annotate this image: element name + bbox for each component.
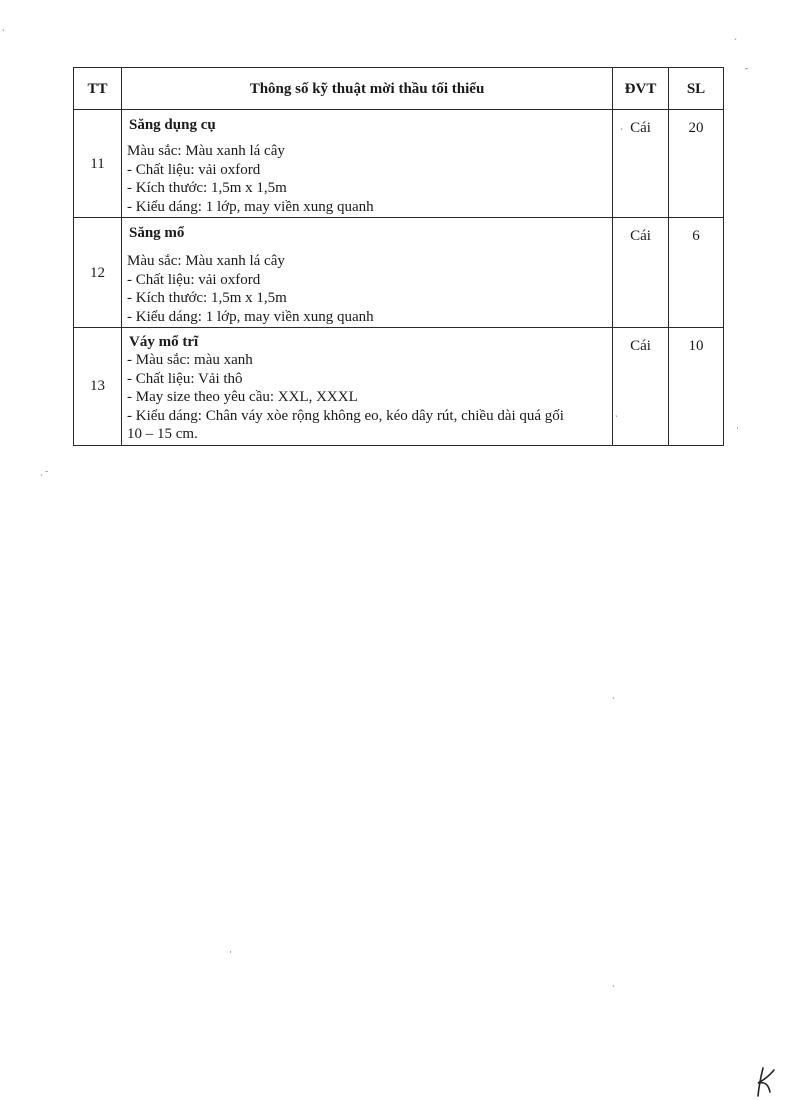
scan-speck: · <box>229 947 232 957</box>
header-qty: SL <box>669 68 724 110</box>
spec-line: - Kiểu dáng: 1 lớp, may viền xung quanh <box>127 308 374 325</box>
header-unit: ĐVT <box>613 68 669 110</box>
quantity-cell: 10 <box>669 328 724 446</box>
item-name: Váy mổ trĩ <box>129 334 199 350</box>
table-row <box>74 110 724 218</box>
unit-cell: Cái <box>613 328 669 446</box>
item-name: Săng mổ <box>129 225 185 241</box>
header-spec: Thông số kỹ thuật mời thầu tối thiểu <box>122 68 613 110</box>
unit-cell: Cái <box>613 218 669 328</box>
spec-line: - Chất liệu: vải oxford <box>127 161 261 178</box>
table-row <box>74 328 724 446</box>
spec-line: - Kiểu dáng: 1 lớp, may viền xung quanh <box>127 198 374 215</box>
scan-speck: ˴ ˉ <box>40 469 49 479</box>
specification-table <box>73 67 724 446</box>
spec-line: - Kiểu dáng: Chân váy xòe rộng không eo, kéo dây rút, chiều dài quá gối 10 – 15 cm. <box>127 407 564 442</box>
quantity-cell: 6 <box>669 218 724 328</box>
spec-line: - Kích thước: 1,5m x 1,5m <box>127 290 287 306</box>
spec-line: Màu sắc: Màu xanh lá cây <box>127 253 285 269</box>
spec-line: - Kích thước: 1,5m x 1,5m <box>127 180 287 196</box>
scan-speck: ˏ <box>612 977 615 987</box>
header-tt: TT <box>74 68 122 110</box>
table-row <box>74 218 724 328</box>
item-name: Săng dụng cụ <box>129 117 216 133</box>
scan-speck: ˏ <box>615 407 618 417</box>
quantity-cell: 20 <box>669 110 724 218</box>
spec-line: - Chất liệu: vải oxford <box>127 271 261 288</box>
spec-cell <box>122 110 613 218</box>
row-number: 12 <box>74 218 122 328</box>
spec-line: - Chất liệu: Vải thô <box>127 370 243 387</box>
initials-signature-icon <box>752 1062 782 1098</box>
scan-speck: · <box>736 423 739 433</box>
spec-cell <box>122 218 613 328</box>
row-number: 11 <box>74 110 122 218</box>
spec-line: - May size theo yêu cầu: XXL, XXXL <box>127 389 358 405</box>
spec-cell <box>122 328 613 446</box>
table-header-row <box>74 68 724 110</box>
scan-speck: ˊ <box>620 127 623 137</box>
scan-speck: - <box>745 63 748 73</box>
spec-line: - Màu sắc: màu xanh <box>127 352 253 368</box>
scan-speck: ˊ <box>734 37 737 47</box>
scan-speck: ˏ <box>612 689 615 699</box>
unit-cell: Cái <box>613 110 669 218</box>
scan-speck: ˎ <box>2 21 5 31</box>
row-number: 13 <box>74 328 122 446</box>
spec-line: Màu sắc: Màu xanh lá cây <box>127 143 285 159</box>
